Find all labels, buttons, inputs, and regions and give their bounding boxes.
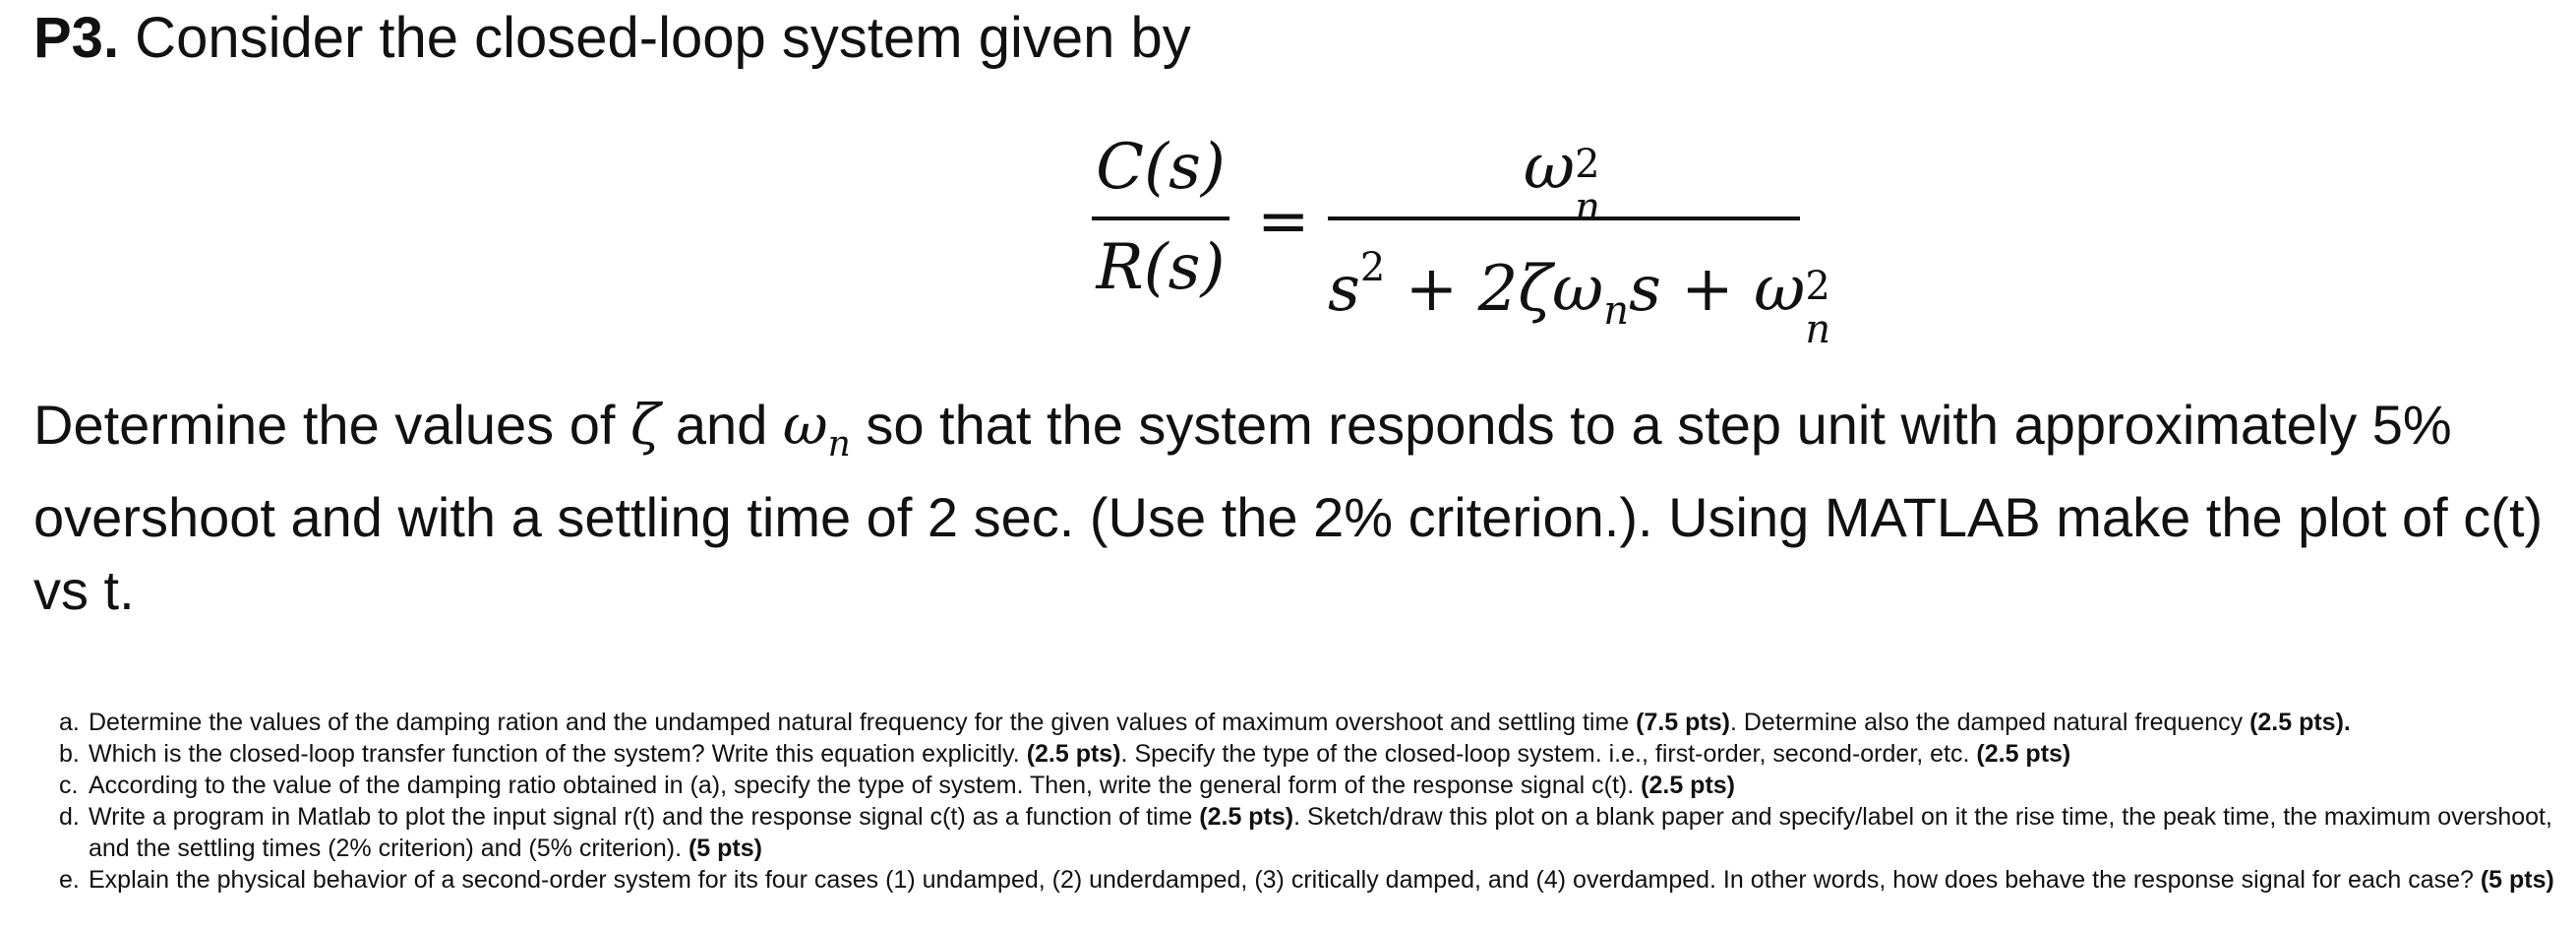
part-points: (5 pts) [2480, 866, 2554, 894]
problem-text-1: Determine the values of [33, 394, 630, 456]
list-item [59, 864, 2562, 896]
omega-subscript: n [827, 424, 851, 464]
zeta-symbol: ζ [629, 394, 661, 458]
rhs-denominator [1328, 228, 1831, 352]
part-label: c. [59, 772, 79, 799]
part-points: (2.5 pts). [2249, 709, 2351, 736]
omega-symbol: ω [782, 394, 828, 458]
rhs-numerator [1328, 128, 1800, 230]
part-text: . Determine also the damped natural frequency [1729, 709, 2250, 736]
rhs-numerator-scripts [1575, 141, 1604, 230]
sup-2: 2 [1805, 263, 1830, 309]
denominator-tail-scripts [1805, 263, 1834, 352]
part-text: Determine the values of the damping ration and the undamped natural frequency for the given values of maximum overshoot and settling time [89, 709, 1637, 736]
list-item [59, 707, 2562, 738]
part-points: (2.5 pts) [1026, 740, 1121, 768]
part-text: Write a program in Matlab to plot the input signal r(t) and the response signal c(t) as a function of time [89, 803, 1200, 831]
s-symbol: s [1328, 253, 1360, 326]
part-text: According to the value of the damping ratio obtained in (a), specify the type of system. Then, write the general form of the response signal c(t). [89, 772, 1642, 799]
rhs-fraction-bar [1328, 217, 1800, 220]
problem-text-3: so that the system responds to a step unit with approximately 5% overshoot and with a settling time of 2 sec. (Use the 2% criterion.). Using MATLAB make the plot of c(t) vs t. [33, 394, 2544, 621]
part-label: d. [59, 803, 80, 831]
part-label: e. [59, 866, 80, 894]
problem-statement [33, 389, 2551, 627]
problem-heading [33, 4, 1191, 73]
part-points: (2.5 pts) [1641, 772, 1736, 799]
sub-n: n [1805, 306, 1831, 352]
lhs-fraction [1092, 128, 1229, 307]
denominator-tail-term: s + ω [1628, 253, 1806, 326]
part-text: . Sketch/draw this plot on a blank paper and specify/label on it the rise time, the peak time, the maximum overshoot, and the settling times (2% criterion) and (5% criterion). [89, 803, 2552, 862]
part-text: Which is the closed-loop transfer function of the system? Write this equation explicitly. [89, 740, 1027, 768]
sub-n: n [1603, 288, 1629, 334]
part-points: (2.5 pts) [1976, 740, 2071, 768]
part-points: (7.5 pts) [1636, 709, 1730, 736]
part-text: Explain the physical behavior of a second-order system for its four cases (1) undamped, (2) underdamped, (3) critically damped, and (4) overdamped. In other words, how does behave the response signal for each case? [89, 866, 2481, 894]
lhs-numerator: C(s) [1096, 131, 1226, 204]
part-text: . Specify the type of the closed-loop system. i.e., first-order, second-order, etc. [1120, 740, 1977, 768]
problem-number: P3. [33, 6, 120, 70]
list-item [59, 770, 2562, 801]
list-item [59, 738, 2562, 770]
denominator-middle-term: + 2ζω [1385, 253, 1604, 326]
part-label: a. [59, 709, 80, 736]
lhs-fraction-bar [1092, 217, 1229, 220]
list-item [59, 801, 2562, 864]
rhs-fraction [1328, 128, 1831, 352]
problem-heading-text: Consider the closed-loop system given by [119, 6, 1191, 70]
lhs-denominator: R(s) [1096, 231, 1226, 304]
question-parts-list [59, 707, 2562, 896]
equals-sign: = [1257, 185, 1310, 258]
sup-2: 2 [1575, 141, 1600, 187]
part-label: b. [59, 740, 80, 768]
part-points: (5 pts) [688, 835, 762, 862]
sub-n: n [1575, 184, 1600, 230]
sup-2: 2 [1359, 245, 1386, 290]
omega-symbol: ω [1523, 131, 1576, 204]
problem-text-2: and [660, 394, 783, 456]
part-points: (2.5 pts) [1199, 803, 1294, 831]
